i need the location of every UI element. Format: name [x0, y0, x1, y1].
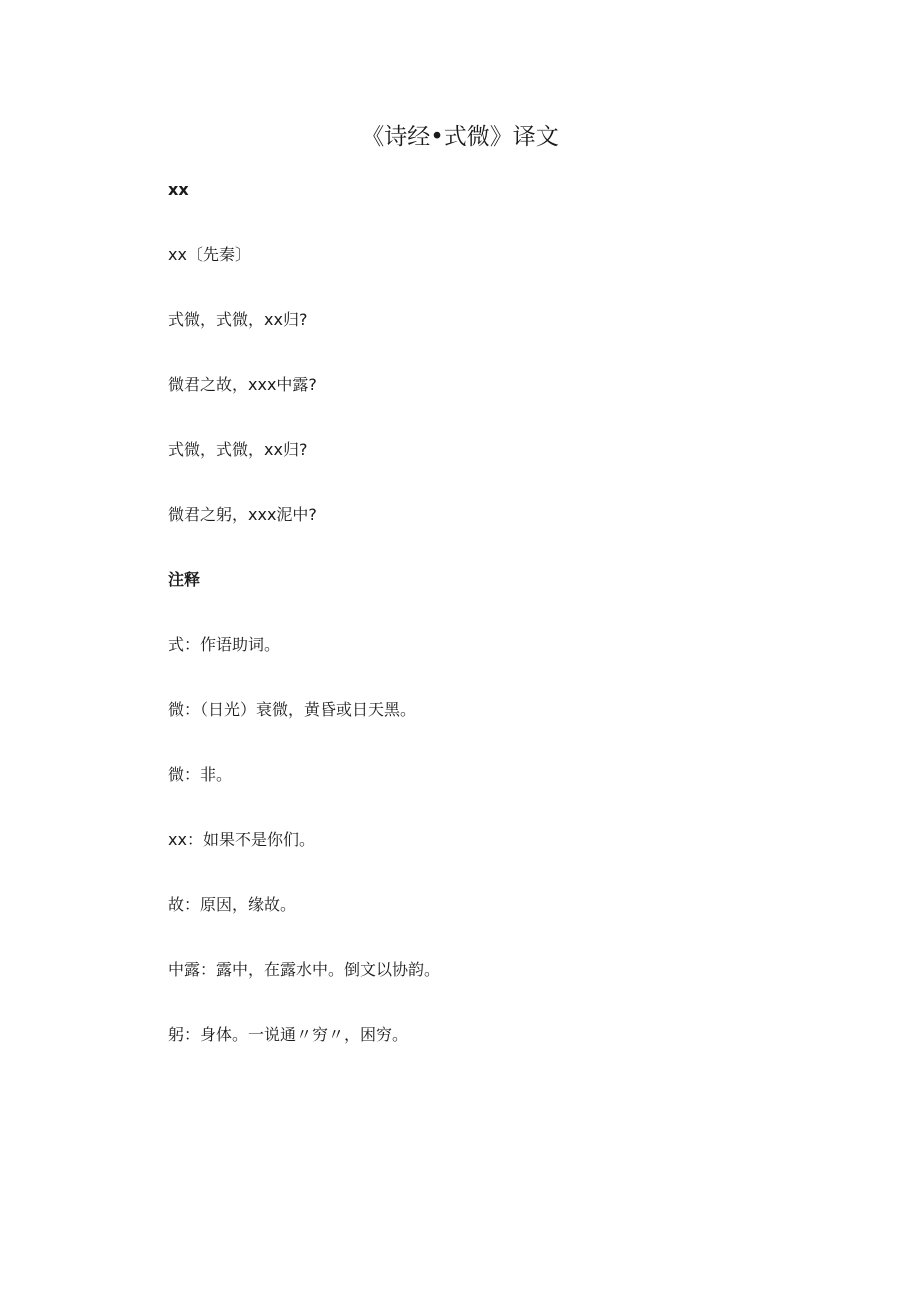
poem-text	[168, 305, 808, 565]
notes-list	[168, 630, 808, 1085]
note-item: 微：非。	[168, 765, 233, 784]
page-title: 《诗经•式微》译文	[361, 124, 559, 150]
note-item: 故：原因，缘故。	[168, 895, 297, 914]
note-item: xx：如果不是你们。	[168, 830, 315, 849]
poem-line: 微君之躬，xxx泥中?	[168, 505, 317, 524]
poem-line: 微君之故，xxx中露?	[168, 375, 317, 394]
note-item: 式：作语助词。	[168, 635, 281, 654]
note-item: 中露：露中，在露水中。倒文以协韵。	[168, 960, 441, 979]
note-item: 躬：身体。一说通〃穷〃，困穷。	[168, 1025, 409, 1044]
notes-heading: 注释	[168, 570, 201, 589]
source-line: xx〔先秦〕	[168, 245, 251, 264]
poem-line: 式微，式微，xx归?	[168, 440, 308, 459]
author-label: xx	[168, 180, 189, 199]
document-body	[168, 175, 808, 1085]
poem-line: 式微，式微，xx归?	[168, 310, 308, 329]
note-item: 微：（日光）衰微，黄昏或日天黑。	[168, 700, 417, 719]
